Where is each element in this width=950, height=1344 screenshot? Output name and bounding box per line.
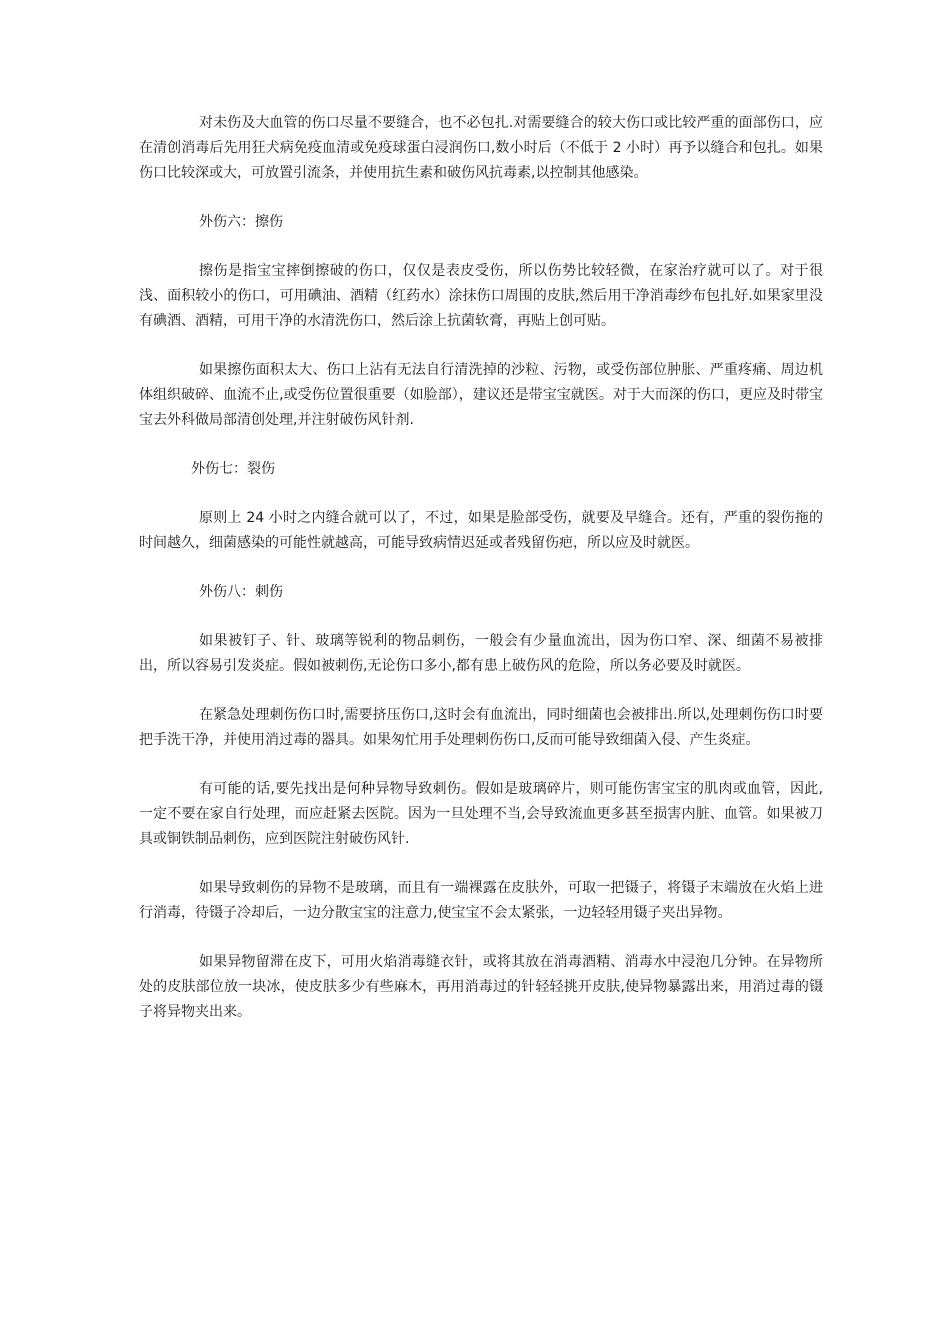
paragraph-laceration: 原则上 24 小时之内缝合就可以了，不过，如果是脸部受伤，就要及早缝合。还有，严重的裂伤拖的时间越久，细菌感染的可能性就越高，可能导致病情迟延或者残留伤疤，所以应及时就医。 [139, 510, 823, 551]
paragraph-puncture-risk: 如果被钉子、针、玻璃等锐利的物品刺伤，一般会有少量血流出，因为伤口窄、深、细菌不易被排出，所以容易引发炎症。假如被刺伤,无论伤口多小,都有患上破伤风的危险，所以务必要及时就医。 [139, 633, 823, 674]
paragraph-abrasion-home-care: 擦伤是指宝宝摔倒擦破的伤口，仅仅是表皮受伤，所以伤势比较轻微，在家治疗就可以了。对于很浅、面积较小的伤口，可用碘油、酒精（红药水）涂抹伤口周围的皮肤,然后用干净消毒纱布包扎好.如果家里没有碘酒、酒精，可用干净的水清洗伤口，然后涂上抗菌软膏，再贴上创可贴。 [139, 263, 823, 329]
paragraph-abrasion-see-doctor: 如果擦伤面积太大、伤口上沾有无法自行清洗掉的沙粒、污物，或受伤部位肿胀、严重疼痛、周边机体组织破碎、血流不止,或受伤位置很重要（如脸部），建议还是带宝宝就医。对于大而深的伤口，更应及时带宝宝去外科做局部清创处理,并注射破伤风针剂. [139, 362, 823, 428]
paragraph-puncture-emergency: 在紧急处理刺伤伤口时,需要挤压伤口,这时会有血流出，同时细菌也会被排出.所以,处理刺伤伤口时要把手洗干净，并使用消过毒的器具。如果匆忙用手处理刺伤伤口,反而可能导致细菌入侵、产生炎症。 [139, 707, 823, 748]
paragraph-puncture-foreign-object: 有可能的话,要先找出是何种异物导致刺伤。假如是玻璃碎片，则可能伤害宝宝的肌肉或血管，因此,一定不要在家自行处理，而应赶紧去医院。因为一旦处理不当,会导致流血更多甚至损害内脏、血管。如果被刀具或铜铁制品刺伤，应到医院注射破伤风针. [139, 781, 823, 847]
document-body [139, 111, 823, 1049]
paragraph-puncture-subdermal: 如果异物留滞在皮下，可用火焰消毒缝衣针，或将其放在消毒酒精、消毒水中浸泡几分钟。在异物所处的皮肤部位放一块冰，使皮肤多少有些麻木，再用消毒过的针轻轻挑开皮肤,使异物暴露出来，用消过毒的镊子将异物夹出来。 [139, 954, 823, 1020]
paragraph-suture-advice: 对未伤及大血管的伤口尽量不要缝合，也不必包扎.对需要缝合的较大伤口或比较严重的面部伤口，应在清创消毒后先用狂犬病免疫血清或免疫球蛋白浸润伤口,数小时后（不低于 2 小时）再予以缝合和包扎。如果伤口比较深或大，可放置引流条，并使用抗生素和破伤风抗毒素,以控制其他感染。 [139, 115, 823, 181]
paragraph-puncture-tweezers: 如果导致刺伤的异物不是玻璃，而且有一端裸露在皮肤外，可取一把镊子，将镊子末端放在火焰上进行消毒，待镊子冷却后，一边分散宝宝的注意力,使宝宝不会太紧张，一边轻轻用镊子夹出异物。 [139, 880, 823, 921]
heading-abrasion: 外伤六：擦伤 [199, 214, 283, 230]
heading-puncture: 外伤八：刺伤 [199, 584, 283, 600]
heading-laceration: 外伤七：裂伤 [191, 461, 275, 477]
